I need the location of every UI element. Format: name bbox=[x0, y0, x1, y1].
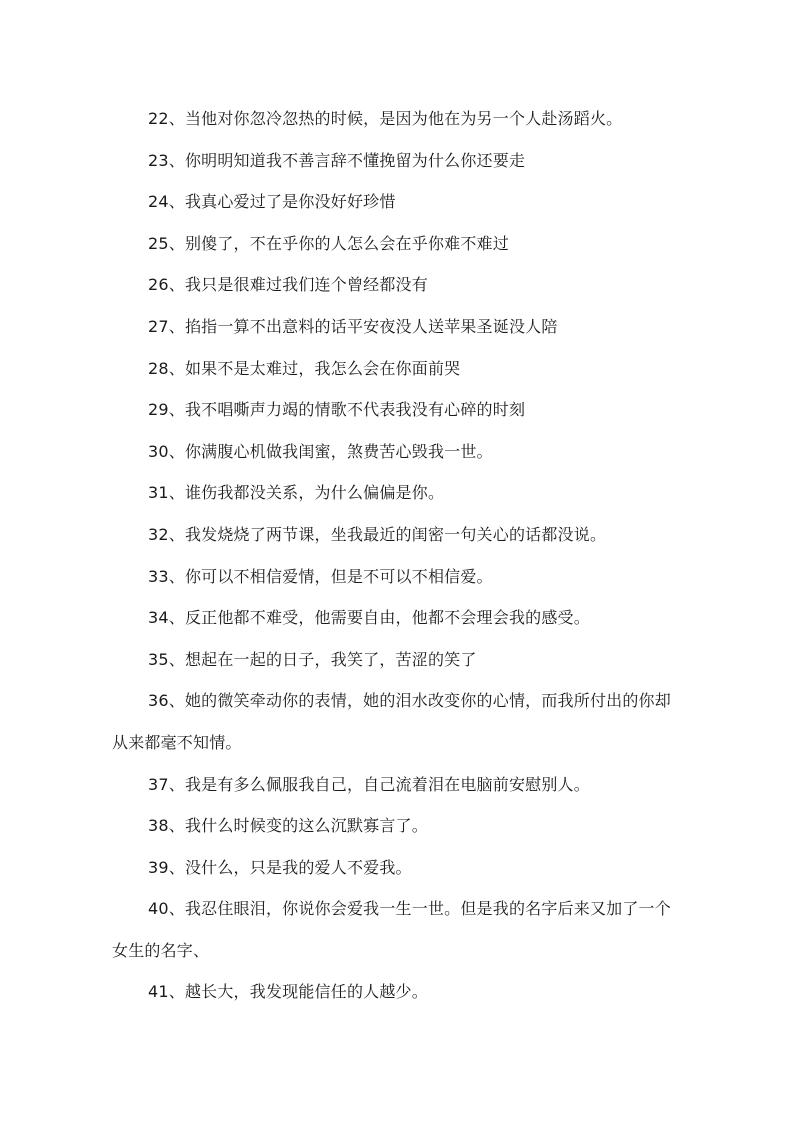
list-item: 41、越长大，我发现能信任的人越少。 bbox=[148, 982, 428, 1002]
list-item: 22、当他对你忽冷忽热的时候，是因为他在为另一个人赴汤蹈火。 bbox=[148, 109, 623, 128]
list-item: 27、掐指一算不出意料的话平安夜没人送苹果圣诞没人陪 bbox=[148, 316, 558, 336]
list-item: 36、她的微笑牵动你的表情，她的泪水改变你的心情，而我所付出的你却从来都毫不知情。 bbox=[112, 691, 671, 752]
quote-list bbox=[112, 98, 680, 1013]
list-item: 31、谁伤我都没关系，为什么偏偏是你。 bbox=[148, 483, 445, 503]
list-item: 34、反正他都不难受，他需要自由，他都不会理会我的感受。 bbox=[148, 608, 590, 628]
list-item: 25、别傻了，不在乎你的人怎么会在乎你难不难过 bbox=[148, 233, 509, 253]
list-item: 32、我发烧烧了两节课，坐我最近的闺密一句关心的话都没说。 bbox=[148, 524, 607, 544]
list-item: 33、你可以不相信爱情，但是不可以不相信爱。 bbox=[148, 566, 493, 586]
list-item: 24、我真心爱过了是你没好好珍惜 bbox=[148, 192, 396, 212]
list-item: 26、我只是很难过我们连个曾经都没有 bbox=[148, 275, 428, 295]
list-item: 29、我不唱嘶声力竭的情歌不代表我没有心碎的时刻 bbox=[148, 400, 526, 420]
list-item: 23、你明明知道我不善言辞不懂挽留为什么你还要走 bbox=[148, 150, 526, 170]
list-item: 28、如果不是太难过，我怎么会在你面前哭 bbox=[148, 358, 461, 378]
list-item: 37、我是有多么佩服我自己，自己流着泪在电脑前安慰别人。 bbox=[148, 774, 590, 794]
list-item: 30、你满腹心机做我闺蜜，煞费苦心毁我一世。 bbox=[148, 441, 493, 461]
list-item: 38、我什么时候变的这么沉默寡言了。 bbox=[148, 816, 428, 836]
list-item: 39、没什么，只是我的爱人不爱我。 bbox=[148, 857, 412, 877]
list-item: 40、我忍住眼泪，你说你会爱我一生一世。但是我的名字后来又加了一个女生的名字、 bbox=[112, 899, 671, 960]
list-item: 35、想起在一起的日子，我笑了，苦涩的笑了 bbox=[148, 649, 477, 669]
